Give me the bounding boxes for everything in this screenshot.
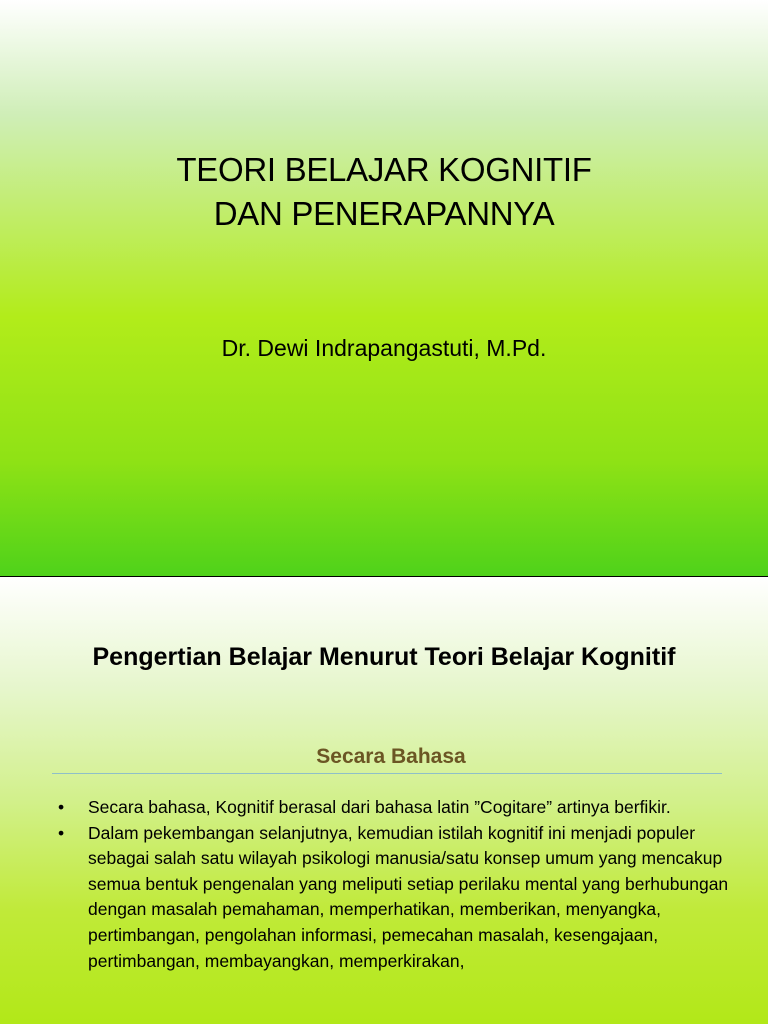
bullet-icon: •: [58, 822, 65, 843]
slide-title-line-1: TEORI BELAJAR KOGNITIF: [176, 151, 592, 188]
list-item: [58, 821, 748, 975]
bullet-list: [58, 795, 748, 974]
slide-heading: Pengertian Belajar Menurut Teori Belajar Kognitif: [92, 643, 676, 671]
section-subtitle: Secara Bahasa: [316, 745, 466, 768]
bullet-icon: •: [58, 797, 65, 817]
author-name: Dr. Dewi Indrapangastuti, M.Pd.: [221, 335, 547, 361]
list-item: [58, 795, 748, 821]
list-item-text: Secara bahasa, Kognitif berasal dari bahasa latin ”Cogitare” artinya berfikir.: [88, 797, 671, 817]
slide-title: [0, 148, 768, 236]
divider: [52, 773, 722, 774]
list-item-text: Dalam pekembangan selanjutnya, kemudian istilah kognitif ini menjadi populer sebagai salah satu wilayah psikologi manusia/satu konsep umum yang mencakup semua bentuk pengenalan yang meliputi setiap perilaku mental yang berhubungan dengan masalah pemahaman, memperhatikan, memberikan, menyangka, pertimbangan, pengolahan informasi, pemecahan masalah, kesengajaan, pertimbangan, membayangkan, memperkirakan,: [88, 822, 729, 971]
slide-title-line-2: DAN PENERAPANNYA: [213, 195, 555, 232]
content-slide: [0, 577, 768, 1024]
